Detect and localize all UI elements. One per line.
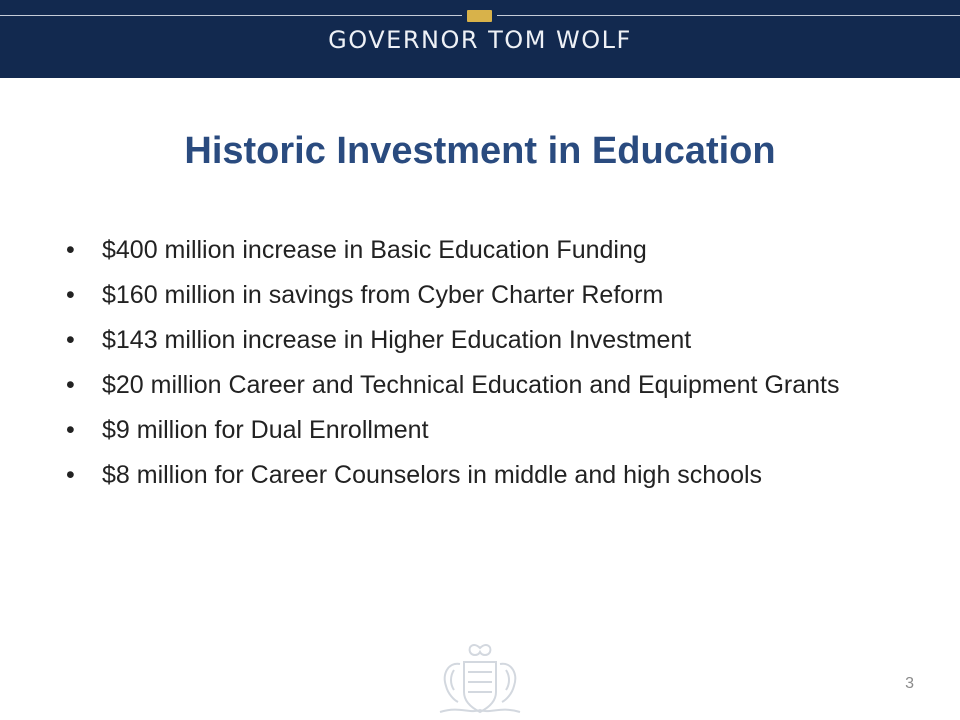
slide-title: Historic Investment in Education (184, 130, 776, 172)
bullet-item (66, 369, 866, 402)
header-title: GOVERNOR TOM WOLF (328, 26, 632, 54)
page-number: 3 (905, 675, 914, 692)
bullet-dot: • (66, 236, 75, 264)
bullet-text: $8 million for Career Counselors in middle and high schools (102, 461, 763, 489)
header-bar (0, 0, 960, 78)
header-rule-left (0, 15, 462, 16)
bullet-item (66, 414, 866, 447)
bullet-dot: • (66, 281, 75, 309)
bullet-dot: • (66, 371, 75, 399)
bullet-list (66, 234, 866, 504)
pennsylvania-seal-icon (430, 640, 530, 720)
bullet-text: $400 million increase in Basic Education Funding (102, 236, 647, 264)
bullet-item (66, 234, 866, 267)
bullet-item (66, 324, 866, 357)
bullet-text: $143 million increase in Higher Education Investment (102, 326, 692, 354)
bullet-text: $9 million for Dual Enrollment (102, 416, 429, 444)
header-rule-right (497, 15, 960, 16)
bullet-dot: • (66, 416, 75, 444)
bullet-text: $20 million Career and Technical Education and Equipment Grants (102, 371, 840, 399)
bullet-dot: • (66, 326, 75, 354)
bullet-dot: • (66, 461, 75, 489)
bullet-text: $160 million in savings from Cyber Charter Reform (102, 281, 664, 309)
bullet-item (66, 459, 866, 492)
keystone-tab-icon (467, 10, 492, 22)
bullet-item (66, 279, 866, 312)
